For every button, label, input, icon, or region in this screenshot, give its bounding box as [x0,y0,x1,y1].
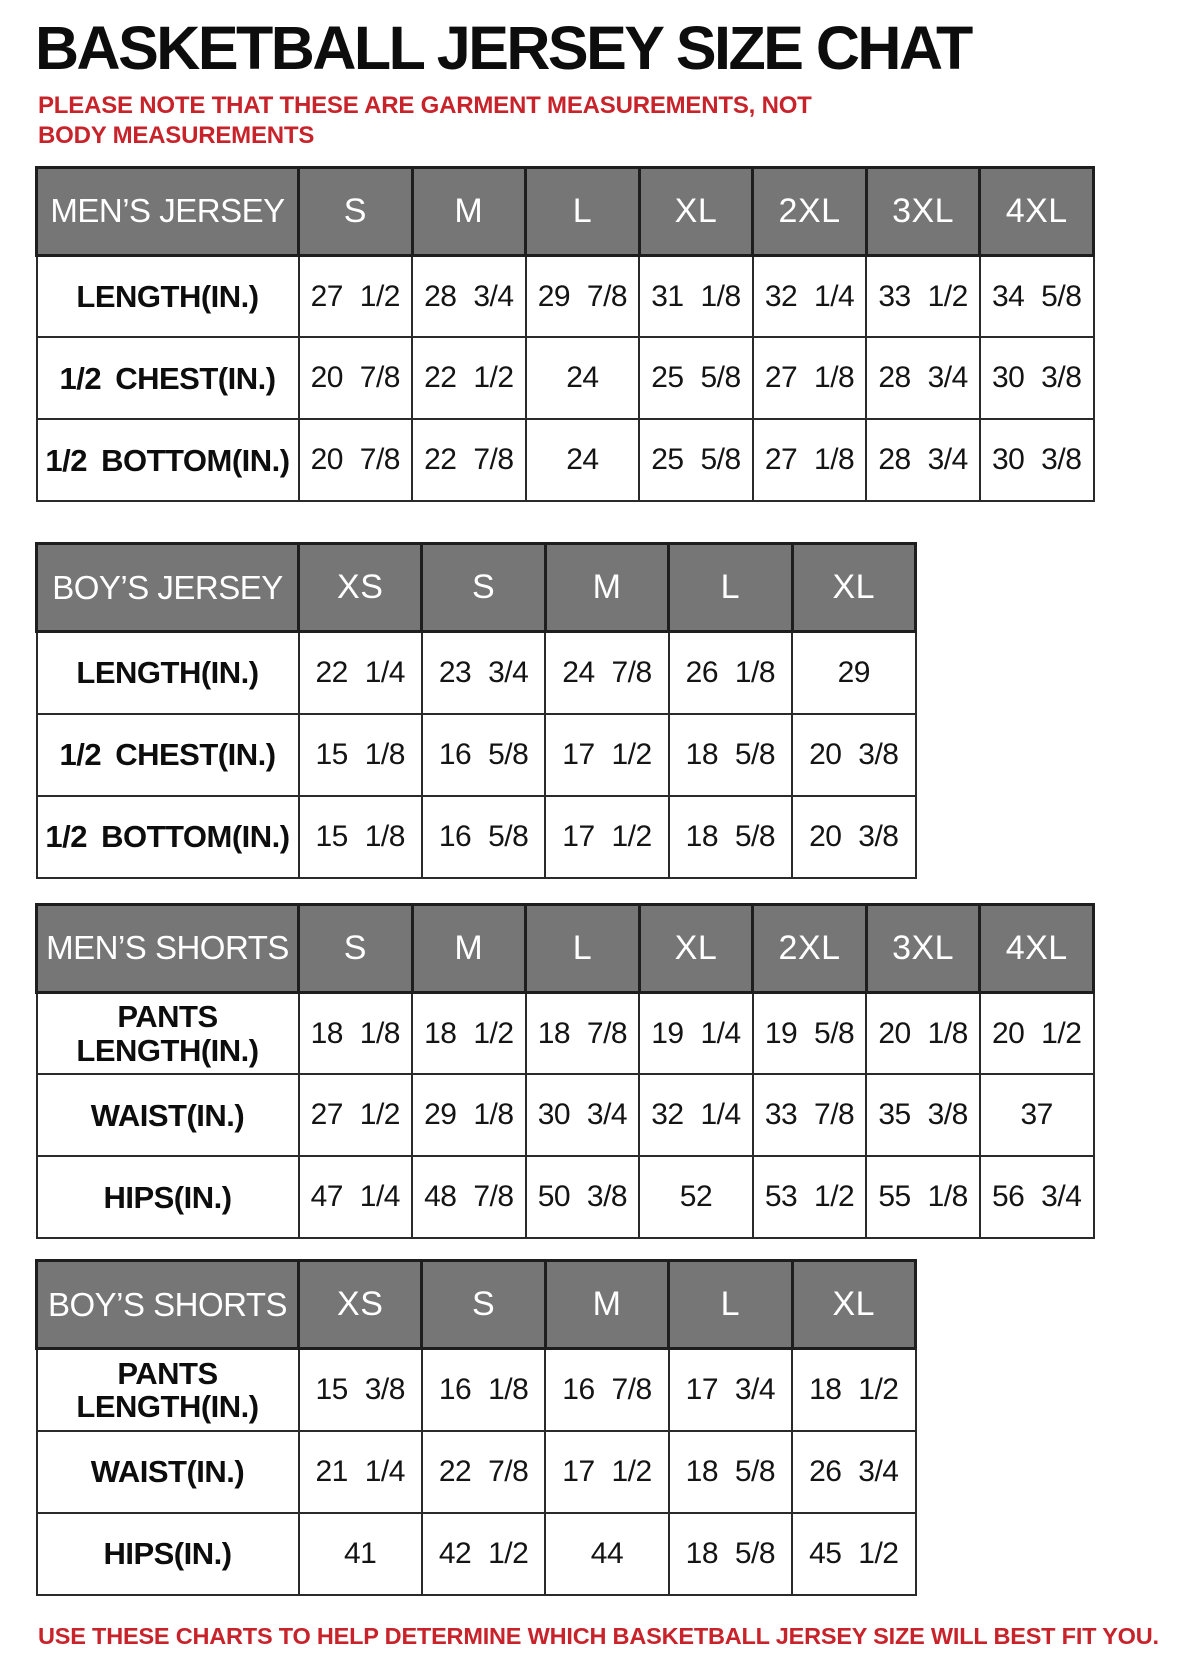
boys-jersey-value-2-s: 16 5/8 [422,796,545,878]
boys-jersey-size-xl: XL [792,544,915,632]
boys-shorts-value-2-xl: 45 1/2 [792,1513,915,1595]
boys-shorts-value-0-m: 16 7/8 [545,1349,668,1431]
boys-jersey-row-label-2: 1/2 BOTTOM(IN.) [37,796,299,878]
mens-jersey-size-4xl: 4XL [980,167,1094,255]
mens-shorts-size-3xl: 3XL [866,904,980,992]
mens-jersey-size-3xl: 3XL [866,167,980,255]
boys-jersey-value-1-xl: 20 3/8 [792,714,915,796]
boys-shorts-value-0-l: 17 3/4 [669,1349,792,1431]
mens-jersey-value-0-4xl: 34 5/8 [980,255,1094,337]
mens-jersey-value-0-s: 27 1/2 [299,255,413,337]
boys-jersey-value-2-xs: 15 1/8 [299,796,422,878]
mens-jersey-value-1-xl: 25 5/8 [639,337,753,419]
boys-shorts-row-1 [37,1431,916,1513]
mens-jersey-value-0-l: 29 7/8 [526,255,640,337]
mens-jersey-value-2-s: 20 7/8 [299,419,413,501]
boys-jersey-value-0-l: 26 1/8 [669,632,792,714]
boys-shorts-value-0-s: 16 1/8 [422,1349,545,1431]
mens-shorts-value-1-4xl: 37 [980,1074,1094,1156]
mens-shorts-row-1 [37,1074,1094,1156]
mens-jersey-value-1-2xl: 27 1/8 [753,337,867,419]
mens-shorts-size-2xl: 2XL [753,904,867,992]
boys-jersey-value-0-xs: 22 1/4 [299,632,422,714]
page-title: BASKETBALL JERSEY SIZE CHAT [35,14,971,82]
boys-shorts-value-1-l: 18 5/8 [669,1431,792,1513]
mens-jersey-row-label-1: 1/2 CHEST(IN.) [37,337,299,419]
boys-jersey-value-2-l: 18 5/8 [669,796,792,878]
boys-shorts-value-2-xs: 41 [299,1513,422,1595]
footer-note: USE THESE CHARTS TO HELP DETERMINE WHICH BASKETBALL JERSEY SIZE WILL BEST FIT YOU. [38,1622,1159,1649]
mens-shorts-value-0-4xl: 20 1/2 [980,992,1094,1074]
mens-jersey-value-2-l: 24 [526,419,640,501]
boys-shorts-row-2 [37,1513,916,1595]
mens-jersey-value-0-m: 28 3/4 [412,255,526,337]
boys-shorts-table [35,1259,917,1596]
boys-jersey-value-1-s: 16 5/8 [422,714,545,796]
boys-jersey-row-0 [37,632,916,714]
mens-shorts-value-0-s: 18 1/8 [299,992,413,1074]
boys-jersey-title: BOY’S JERSEY [37,544,299,632]
mens-shorts-size-xl: XL [639,904,753,992]
mens-shorts-value-1-s: 27 1/2 [299,1074,413,1156]
mens-jersey-row-label-0: LENGTH(IN.) [37,255,299,337]
mens-shorts-value-1-3xl: 35 3/8 [866,1074,980,1156]
boys-shorts-value-1-xs: 21 1/4 [299,1431,422,1513]
boys-shorts-value-0-xl: 18 1/2 [792,1349,915,1431]
mens-shorts-row-label-0: PANTS LENGTH(IN.) [37,992,299,1074]
mens-jersey-value-1-4xl: 30 3/8 [980,337,1094,419]
boys-jersey-size-l: L [669,544,792,632]
boys-jersey-value-2-m: 17 1/2 [545,796,668,878]
mens-jersey-value-2-4xl: 30 3/8 [980,419,1094,501]
boys-jersey-row-label-0: LENGTH(IN.) [37,632,299,714]
boys-jersey-table [35,542,917,879]
mens-jersey-title: MEN’S JERSEY [37,167,299,255]
boys-jersey-value-1-xs: 15 1/8 [299,714,422,796]
boys-shorts-value-0-xs: 15 3/8 [299,1349,422,1431]
mens-shorts-header-row [37,904,1094,992]
boys-jersey-value-0-s: 23 3/4 [422,632,545,714]
mens-jersey-size-s: S [299,167,413,255]
boys-shorts-size-xs: XS [299,1261,422,1349]
mens-shorts-size-m: M [412,904,526,992]
boys-shorts-value-2-s: 42 1/2 [422,1513,545,1595]
boys-shorts-value-2-l: 18 5/8 [669,1513,792,1595]
mens-shorts-value-1-m: 29 1/8 [412,1074,526,1156]
boys-jersey-row-1 [37,714,916,796]
mens-shorts-value-1-2xl: 33 7/8 [753,1074,867,1156]
size-tables-container [35,166,1200,1596]
boys-shorts-value-1-m: 17 1/2 [545,1431,668,1513]
boys-jersey-size-s: S [422,544,545,632]
boys-jersey-size-m: M [545,544,668,632]
boys-shorts-size-xl: XL [792,1261,915,1349]
mens-jersey-header-row [37,167,1094,255]
boys-shorts-value-1-s: 22 7/8 [422,1431,545,1513]
mens-shorts-value-2-l: 50 3/8 [526,1156,640,1238]
mens-jersey-value-2-2xl: 27 1/8 [753,419,867,501]
mens-shorts-value-0-m: 18 1/2 [412,992,526,1074]
mens-jersey-value-1-m: 22 1/2 [412,337,526,419]
garment-measurements-note: PLEASE NOTE THAT THESE ARE GARMENT MEASUREMENTS, NOT BODY MEASUREMENTS [38,92,812,149]
boys-shorts-row-label-2: HIPS(IN.) [37,1513,299,1595]
mens-shorts-value-0-3xl: 20 1/8 [866,992,980,1074]
boys-jersey-row-2 [37,796,916,878]
mens-jersey-row-1 [37,337,1094,419]
boys-shorts-value-1-xl: 26 3/4 [792,1431,915,1513]
mens-jersey-size-m: M [412,167,526,255]
boys-jersey-row-label-1: 1/2 CHEST(IN.) [37,714,299,796]
mens-jersey-value-0-xl: 31 1/8 [639,255,753,337]
boys-jersey-value-0-m: 24 7/8 [545,632,668,714]
boys-shorts-size-m: M [545,1261,668,1349]
mens-shorts-row-2 [37,1156,1094,1238]
mens-jersey-value-0-2xl: 32 1/4 [753,255,867,337]
mens-jersey-row-2 [37,419,1094,501]
boys-jersey-value-1-m: 17 1/2 [545,714,668,796]
mens-jersey-value-2-3xl: 28 3/4 [866,419,980,501]
boys-shorts-size-l: L [669,1261,792,1349]
boys-shorts-title: BOY’S SHORTS [37,1261,299,1349]
boys-shorts-row-label-0: PANTS LENGTH(IN.) [37,1349,299,1431]
mens-shorts-size-l: L [526,904,640,992]
mens-jersey-size-l: L [526,167,640,255]
boys-jersey-value-2-xl: 20 3/8 [792,796,915,878]
mens-jersey-value-1-s: 20 7/8 [299,337,413,419]
mens-shorts-row-0 [37,992,1094,1074]
boys-jersey-size-xs: XS [299,544,422,632]
mens-shorts-value-2-s: 47 1/4 [299,1156,413,1238]
mens-jersey-size-xl: XL [639,167,753,255]
mens-jersey-value-2-xl: 25 5/8 [639,419,753,501]
mens-shorts-value-2-2xl: 53 1/2 [753,1156,867,1238]
boys-jersey-header-row [37,544,916,632]
mens-shorts-title: MEN’S SHORTS [37,904,299,992]
mens-shorts-value-1-xl: 32 1/4 [639,1074,753,1156]
mens-jersey-value-1-3xl: 28 3/4 [866,337,980,419]
mens-shorts-value-2-4xl: 56 3/4 [980,1156,1094,1238]
boys-jersey-value-1-l: 18 5/8 [669,714,792,796]
mens-shorts-value-0-2xl: 19 5/8 [753,992,867,1074]
mens-shorts-value-2-3xl: 55 1/8 [866,1156,980,1238]
mens-jersey-value-2-m: 22 7/8 [412,419,526,501]
boys-shorts-size-s: S [422,1261,545,1349]
mens-jersey-size-2xl: 2XL [753,167,867,255]
mens-shorts-row-label-2: HIPS(IN.) [37,1156,299,1238]
mens-jersey-table [35,166,1095,503]
mens-shorts-table [35,903,1095,1240]
mens-jersey-row-label-2: 1/2 BOTTOM(IN.) [37,419,299,501]
boys-shorts-header-row [37,1261,916,1349]
mens-shorts-value-0-l: 18 7/8 [526,992,640,1074]
mens-jersey-value-0-3xl: 33 1/2 [866,255,980,337]
boys-shorts-row-0 [37,1349,916,1431]
mens-shorts-value-0-xl: 19 1/4 [639,992,753,1074]
mens-shorts-value-2-m: 48 7/8 [412,1156,526,1238]
mens-shorts-row-label-1: WAIST(IN.) [37,1074,299,1156]
boys-jersey-value-0-xl: 29 [792,632,915,714]
boys-shorts-value-2-m: 44 [545,1513,668,1595]
boys-shorts-row-label-1: WAIST(IN.) [37,1431,299,1513]
mens-jersey-row-0 [37,255,1094,337]
mens-jersey-value-1-l: 24 [526,337,640,419]
mens-shorts-value-1-l: 30 3/4 [526,1074,640,1156]
mens-shorts-size-4xl: 4XL [980,904,1094,992]
mens-shorts-value-2-xl: 52 [639,1156,753,1238]
mens-shorts-size-s: S [299,904,413,992]
